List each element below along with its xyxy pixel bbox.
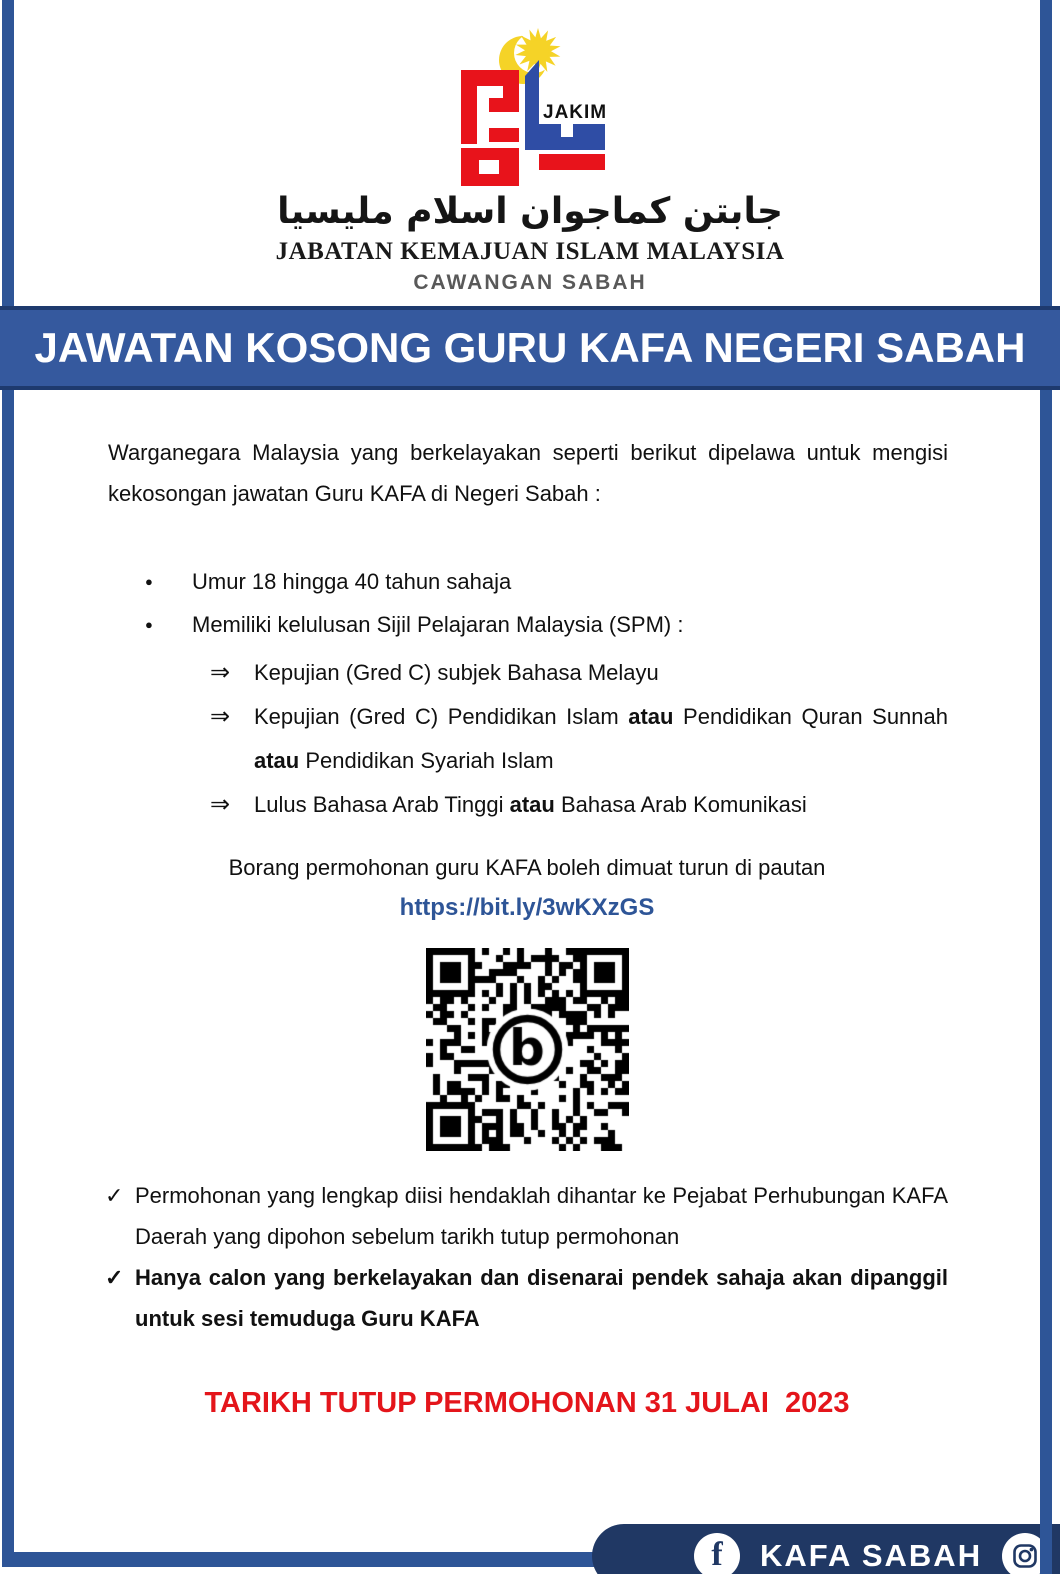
- organization-name: JABATAN KEMAJUAN ISLAM MALAYSIA: [275, 237, 785, 265]
- download-instruction: Borang permohonan guru KAFA boleh dimuat turun di pautan: [228, 855, 826, 880]
- frame-border-right: [1040, 0, 1052, 1574]
- qr-code-canvas: [426, 948, 629, 1151]
- requirement-item-age: ● Umur 18 hingga 40 tahun sahaja: [145, 560, 1040, 603]
- footer-social-bar: [592, 1524, 1060, 1574]
- frame-border-left: [2, 0, 14, 1566]
- jawi-calligraphy: جابتن كماجوان اسلام مليسيا: [277, 191, 783, 232]
- qr-code: [426, 948, 629, 1151]
- spm-detail-list: [14, 651, 1040, 827]
- header-logo-block: [0, 24, 1060, 295]
- download-link-row: [14, 894, 1040, 922]
- jakim-acronym-label: JAKIM: [543, 102, 608, 123]
- requirements-list: [14, 560, 1040, 646]
- poster-body: [14, 390, 1040, 1420]
- download-url-link[interactable]: https://bit.ly/3wKXzGS: [399, 894, 655, 921]
- closing-date-text: TARIKH TUTUP PERMOHONAN 31 JULAI 2023: [204, 1387, 850, 1419]
- notes-list: [14, 1175, 1040, 1339]
- spm-item-bahasa-melayu: ⇒ Kepujian (Gred C) subjek Bahasa Melayu: [210, 651, 948, 695]
- intro-paragraph: Warganegara Malaysia yang berkelayakan seperti berikut dipelawa untuk mengisi kekosongan jawatan Guru KAFA di Negeri Sabah :: [108, 440, 948, 506]
- requirement-item-spm: ● Memiliki kelulusan Sijil Pelajaran Malaysia (SPM) :: [145, 603, 1040, 646]
- spm-item-bahasa-arab: ⇒ Lulus Bahasa Arab Tinggi atau Bahasa Arab Komunikasi: [210, 783, 948, 827]
- social-handle: KAFA SABAH: [760, 1538, 983, 1573]
- title-banner: [0, 306, 1060, 390]
- note-item-submission: ✓ Permohonan yang lengkap diisi hendaklah dihantar ke Pejabat Perhubungan KAFA Daerah yang dipohon sebelum tarikh tutup permohonan: [105, 1175, 948, 1257]
- jakim-logo-icon: [435, 24, 625, 190]
- spm-item-pendidikan-islam: ⇒ Kepujian (Gred C) Pendidikan Islam atau Pendidikan Quran Sunnah atau Pendidikan Syariah Islam: [210, 695, 948, 783]
- note-item-shortlist: ✓ Hanya calon yang berkelayakan dan disenarai pendek sahaja akan dipanggil untuk sesi temuduga Guru KAFA: [105, 1257, 948, 1339]
- facebook-icon: f: [694, 1533, 740, 1574]
- branch-name: CAWANGAN SABAH: [413, 270, 647, 294]
- poster-title: JAWATAN KOSONG GURU KAFA NEGERI SABAH: [34, 324, 1026, 371]
